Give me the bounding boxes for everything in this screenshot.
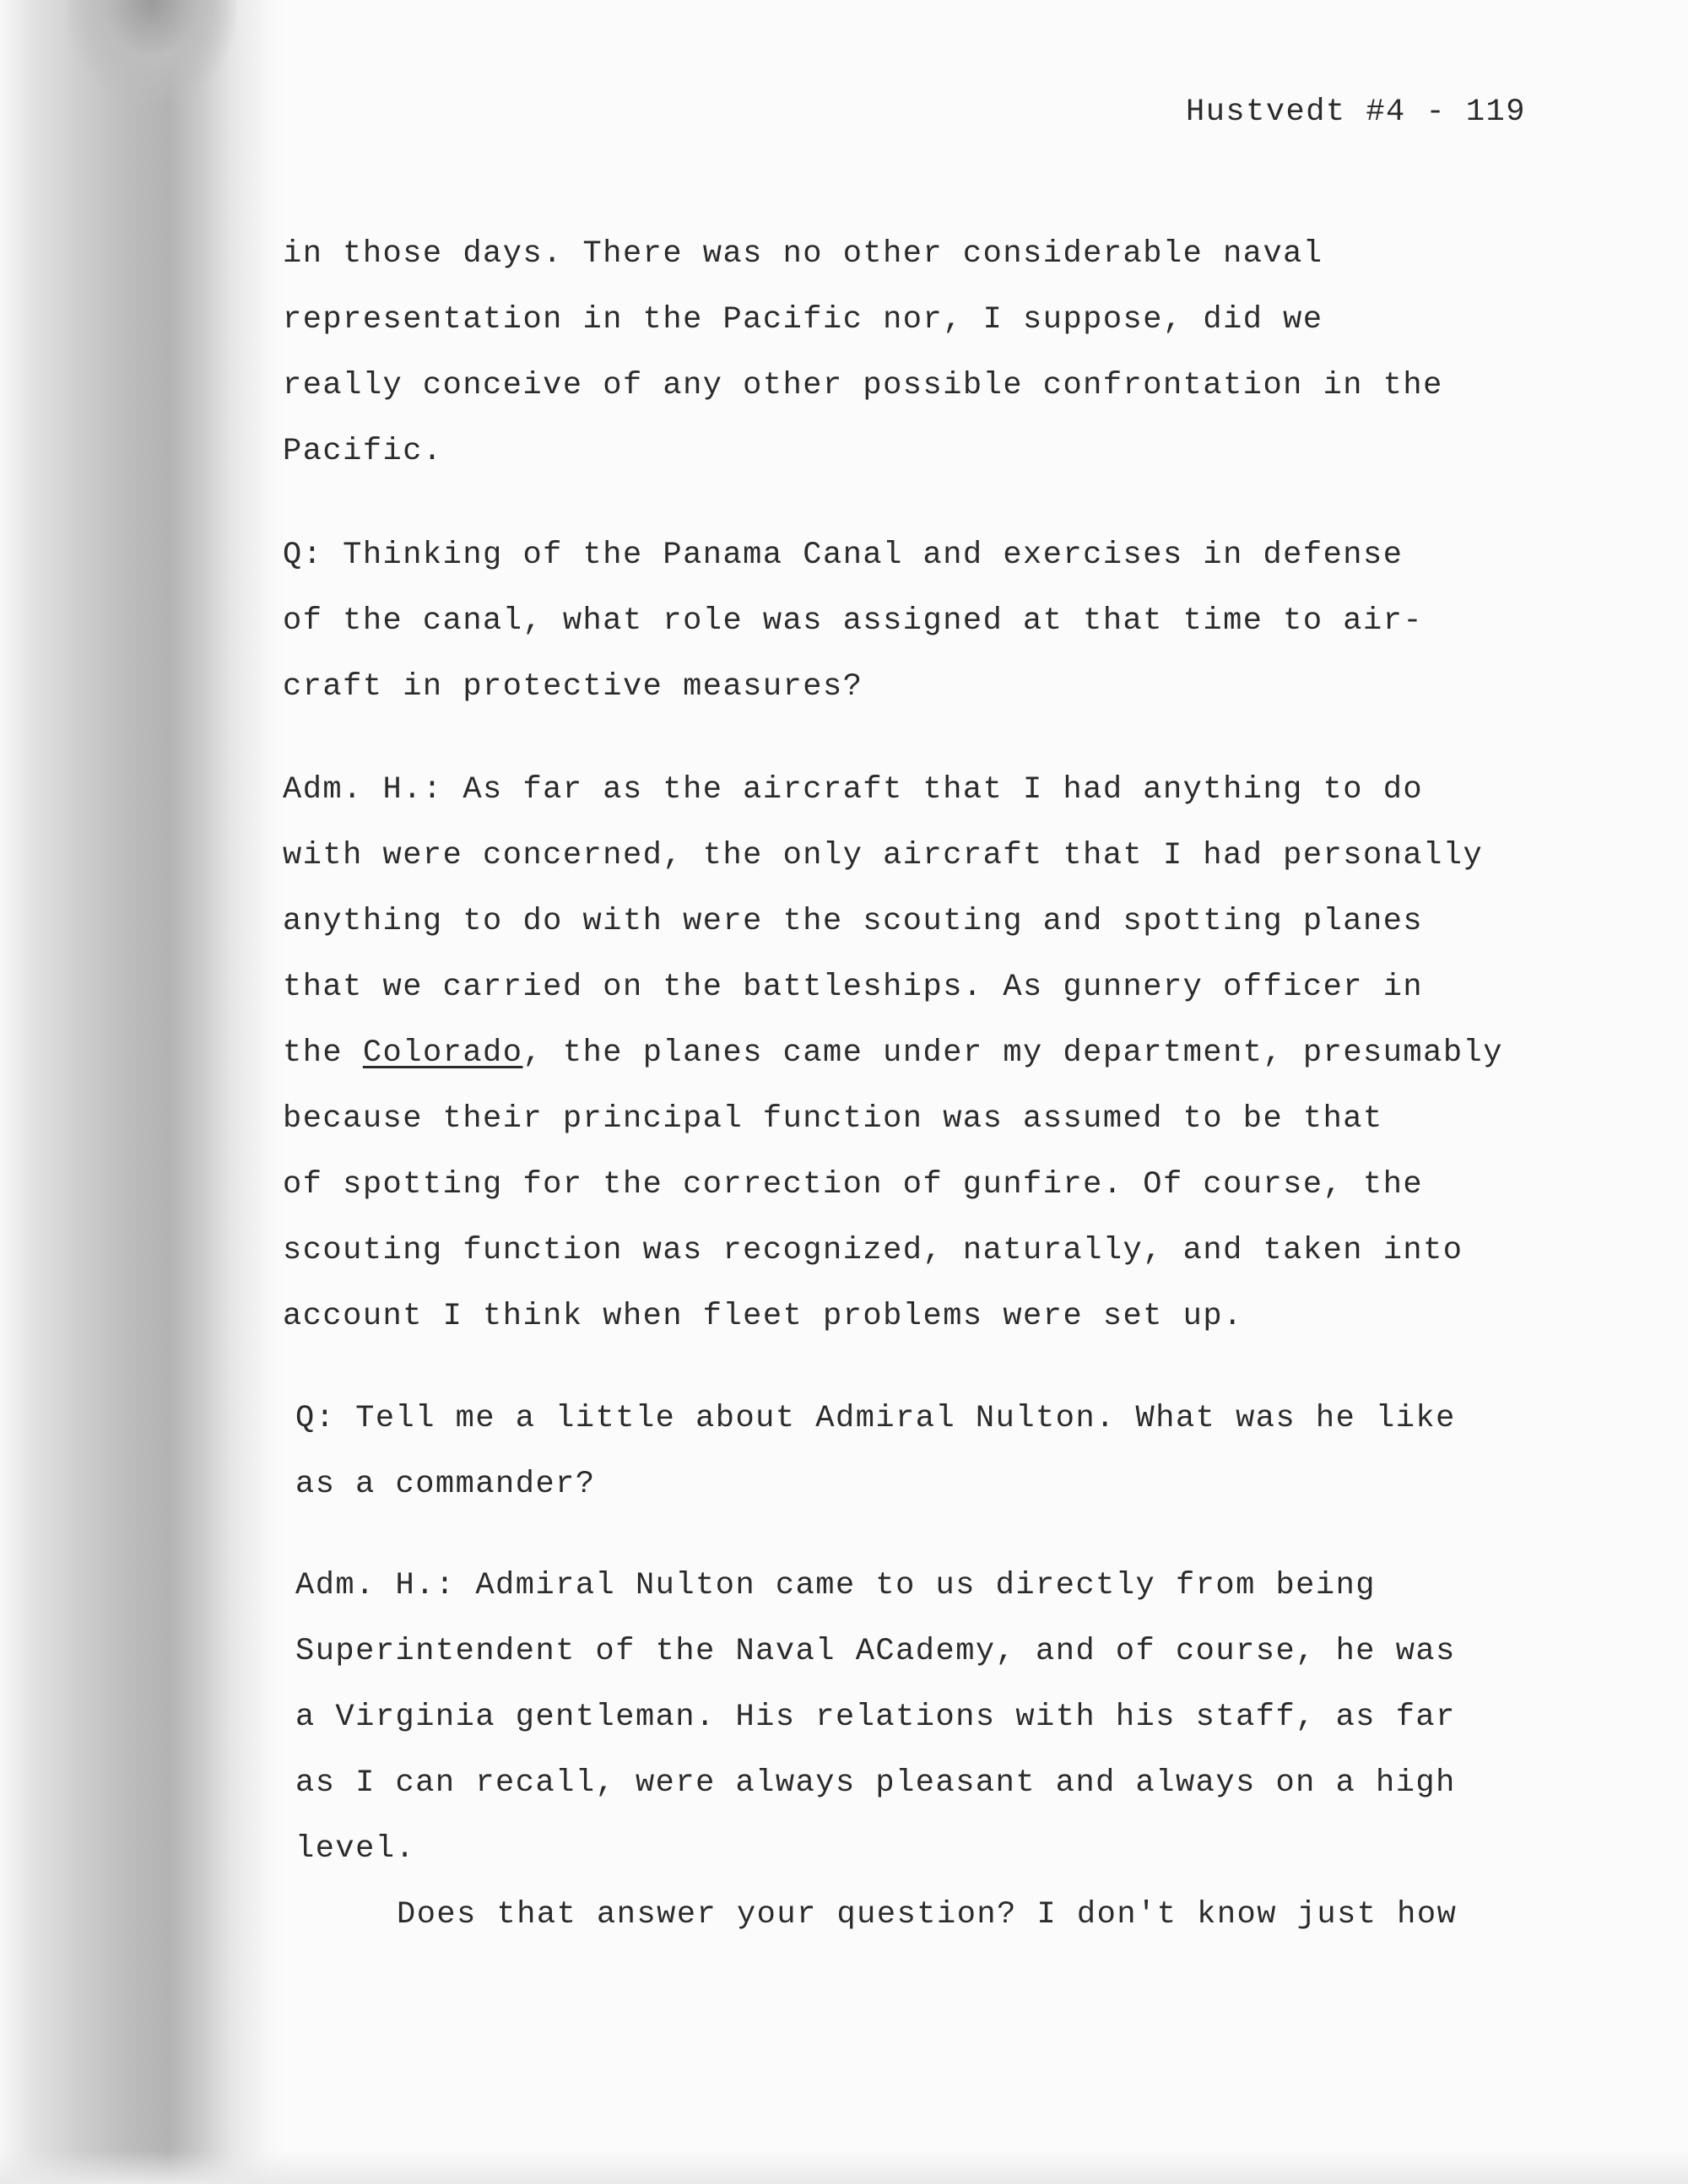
text-line: representation in the Pacific nor, I suppose, did we	[283, 302, 1323, 338]
text-line: Does that answer your question? I don't know just how	[397, 1897, 1458, 1933]
text-line: account I think when fleet problems were set up.	[283, 1299, 1243, 1334]
text-line: with were concerned, the only aircraft that I had personally	[283, 838, 1484, 873]
ship-name-colorado: Colorado	[362, 1035, 523, 1071]
text-line: Pacific.	[283, 434, 443, 469]
answer-line: Adm. H.: Admiral Nulton came to us directly from being	[295, 1568, 1376, 1603]
question-line: Q: Tell me a little about Admiral Nulton. What was he like	[295, 1401, 1456, 1436]
text-line-with-ship-name	[283, 1035, 1503, 1071]
text-line: scouting function was recognized, naturally, and taken into	[283, 1233, 1463, 1268]
text-line: craft in protective measures?	[283, 669, 863, 705]
text-line: as a commander?	[295, 1467, 596, 1502]
text-line: level.	[295, 1831, 416, 1867]
text-line: really conceive of any other possible confrontation in the	[283, 368, 1443, 403]
text-line: that we carried on the battleships. As gunnery officer in	[283, 970, 1424, 1005]
answer-line: Adm. H.: As far as the aircraft that I had anything to do	[283, 772, 1424, 808]
text-line: of the canal, what role was assigned at that time to air-	[283, 603, 1424, 639]
text-line: Superintendent of the Naval ACademy, and of course, he was	[295, 1634, 1456, 1669]
text-line: as I can recall, were always pleasant and always on a high	[295, 1765, 1456, 1801]
page-header: Hustvedt #4 - 119	[1186, 95, 1526, 130]
text-line: because their principal function was assumed to be that	[283, 1101, 1383, 1137]
text-segment: the	[283, 1035, 363, 1071]
text-line: anything to do with were the scouting and spotting planes	[283, 904, 1424, 939]
text-segment: , the planes came under my department, presumably	[522, 1035, 1503, 1071]
text-line: in those days. There was no other considerable naval	[283, 236, 1323, 272]
text-line: of spotting for the correction of gunfire. Of course, the	[283, 1167, 1424, 1203]
question-line: Q: Thinking of the Panama Canal and exercises in defense	[283, 538, 1404, 573]
text-line: a Virginia gentleman. His relations with his staff, as far	[295, 1700, 1456, 1735]
